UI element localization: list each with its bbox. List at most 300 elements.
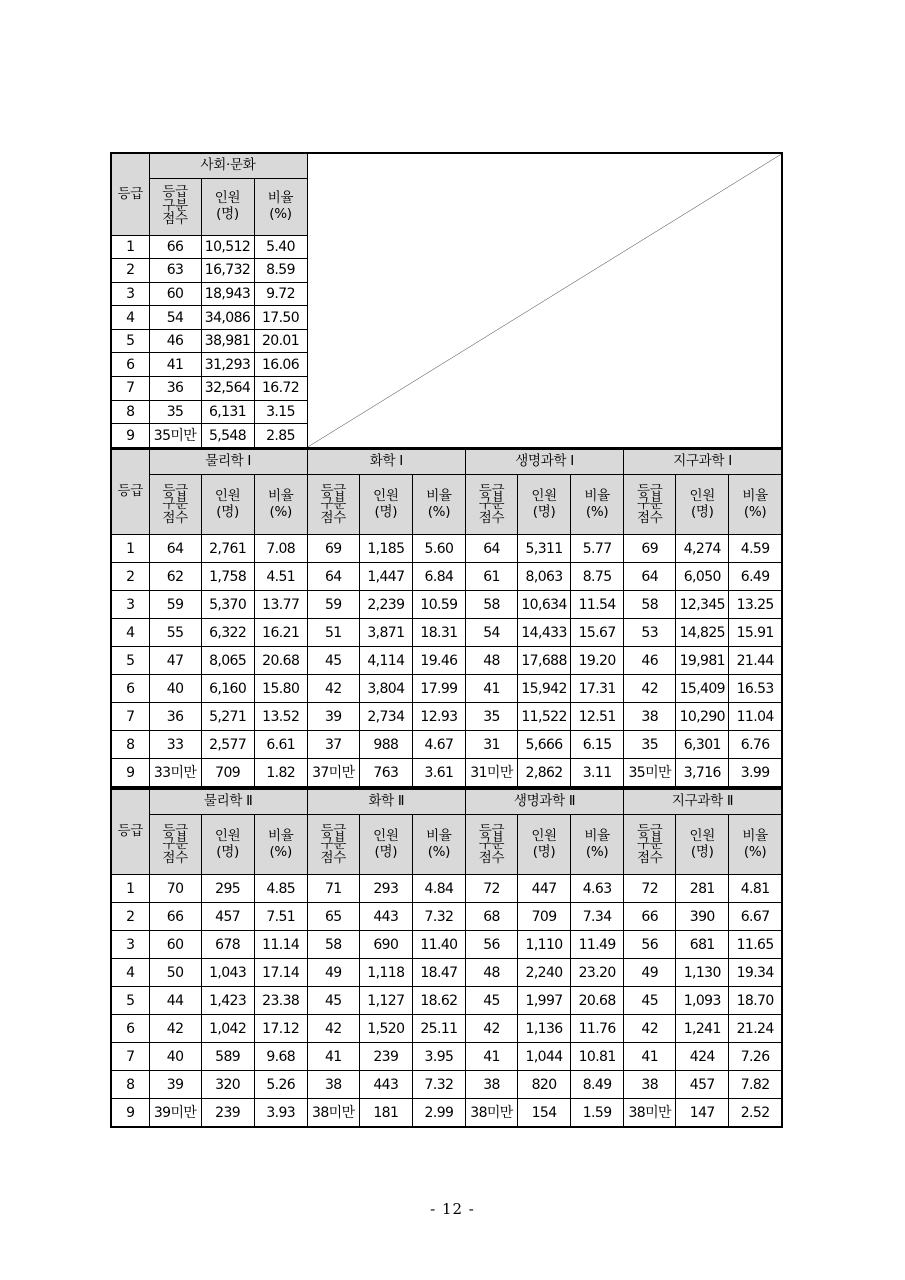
- count-cell: 17,688: [518, 647, 571, 675]
- count-cell: 763: [359, 759, 412, 787]
- count-header: 인원 (명): [359, 475, 412, 535]
- cut-score-cell: 39미만: [149, 1099, 201, 1127]
- ratio-cell: 3.93: [254, 1099, 307, 1127]
- count-cell: 16,732: [201, 259, 254, 283]
- science-1-table: [110, 448, 783, 788]
- count-cell: 1,044: [518, 1043, 571, 1071]
- cut-score-cell: 68: [465, 903, 517, 931]
- cut-score-cell: 40: [149, 1043, 201, 1071]
- ratio-cell: 6.84: [412, 563, 465, 591]
- count-cell: 2,240: [518, 959, 571, 987]
- count-cell: 6,160: [201, 675, 254, 703]
- count-cell: 6,050: [676, 563, 729, 591]
- grade-cell: 6: [111, 675, 149, 703]
- count-cell: 10,512: [201, 235, 254, 259]
- ratio-cell: 2.99: [412, 1099, 465, 1127]
- grade-cell: 2: [111, 903, 149, 931]
- ratio-cell: 15.91: [729, 619, 782, 647]
- count-cell: 295: [201, 875, 254, 903]
- ratio-cell: 15.80: [254, 675, 307, 703]
- cut-score-cell: 31: [465, 731, 517, 759]
- ratio-cell: 12.93: [412, 703, 465, 731]
- cut-score-cell: 41: [465, 675, 517, 703]
- ratio-header: 비율 (%): [571, 475, 624, 535]
- cut-score-cell: 55: [149, 619, 201, 647]
- ratio-cell: 15.67: [571, 619, 624, 647]
- count-cell: 8,063: [518, 563, 571, 591]
- ratio-cell: 17.50: [254, 306, 307, 330]
- cut-score-cell: 38미만: [465, 1099, 517, 1127]
- cut-score-cell: 64: [149, 535, 201, 563]
- cut-score-cell: 54: [465, 619, 517, 647]
- ratio-cell: 4.67: [412, 731, 465, 759]
- ratio-cell: 7.51: [254, 903, 307, 931]
- cut-score-cell: 53: [624, 619, 676, 647]
- count-cell: 2,761: [201, 535, 254, 563]
- grade-cell: 7: [111, 377, 149, 401]
- ratio-cell: 11.65: [729, 931, 782, 959]
- ratio-cell: 12.51: [571, 703, 624, 731]
- cut-score-cell: 58: [465, 591, 517, 619]
- cut-score-header: 등급 구분 점수: [465, 815, 517, 875]
- cut-score-cell: 60: [149, 931, 201, 959]
- count-cell: 3,716: [676, 759, 729, 787]
- grade-cell: 2: [111, 259, 149, 283]
- cut-score-cell: 63: [149, 259, 201, 283]
- cut-score-header: 등급 구분 점수: [307, 815, 359, 875]
- cut-score-cell: 45: [624, 987, 676, 1015]
- cut-score-cell: 37미만: [307, 759, 359, 787]
- count-cell: 18,943: [201, 282, 254, 306]
- count-cell: 457: [676, 1071, 729, 1099]
- count-cell: 4,274: [676, 535, 729, 563]
- science-2-table: [110, 788, 783, 1128]
- ratio-cell: 19.20: [571, 647, 624, 675]
- ratio-cell: 23.38: [254, 987, 307, 1015]
- ratio-cell: 19.46: [412, 647, 465, 675]
- ratio-cell: 7.26: [729, 1043, 782, 1071]
- subject-header: 생명과학 Ⅰ: [465, 449, 623, 475]
- ratio-cell: 6.15: [571, 731, 624, 759]
- count-cell: 424: [676, 1043, 729, 1071]
- ratio-cell: 6.61: [254, 731, 307, 759]
- cut-score-cell: 39: [307, 703, 359, 731]
- grade-cell: 3: [111, 931, 149, 959]
- table-row: [111, 903, 782, 931]
- cut-score-cell: 66: [624, 903, 676, 931]
- count-cell: 38,981: [201, 329, 254, 353]
- count-cell: 390: [676, 903, 729, 931]
- count-cell: 239: [359, 1043, 412, 1071]
- cut-score-cell: 69: [624, 535, 676, 563]
- ratio-cell: 18.31: [412, 619, 465, 647]
- cut-score-cell: 59: [307, 591, 359, 619]
- ratio-cell: 9.72: [254, 282, 307, 306]
- empty-diagonal-cell: [307, 153, 782, 447]
- ratio-cell: 18.70: [729, 987, 782, 1015]
- ratio-cell: 1.82: [254, 759, 307, 787]
- table-row: [111, 731, 782, 759]
- ratio-cell: 21.24: [729, 1015, 782, 1043]
- grade-cell: 3: [111, 282, 149, 306]
- ratio-cell: 10.81: [571, 1043, 624, 1071]
- count-cell: 988: [359, 731, 412, 759]
- cut-score-cell: 65: [307, 903, 359, 931]
- grade-cell: 4: [111, 306, 149, 330]
- social-culture-table: [110, 152, 783, 448]
- table-row: [111, 1099, 782, 1127]
- count-cell: 1,093: [676, 987, 729, 1015]
- cut-score-cell: 61: [465, 563, 517, 591]
- count-cell: 1,127: [359, 987, 412, 1015]
- subject-header: 물리학 Ⅰ: [149, 449, 307, 475]
- count-cell: 1,110: [518, 931, 571, 959]
- count-cell: 14,433: [518, 619, 571, 647]
- ratio-cell: 23.20: [571, 959, 624, 987]
- table-row: [111, 987, 782, 1015]
- count-cell: 1,241: [676, 1015, 729, 1043]
- grade-cell: 6: [111, 353, 149, 377]
- count-cell: 709: [518, 903, 571, 931]
- count-cell: 15,409: [676, 675, 729, 703]
- count-cell: 5,666: [518, 731, 571, 759]
- count-cell: 1,423: [201, 987, 254, 1015]
- ratio-cell: 5.26: [254, 1071, 307, 1099]
- ratio-cell: 2.85: [254, 424, 307, 448]
- cut-score-cell: 40: [149, 675, 201, 703]
- count-cell: 3,804: [359, 675, 412, 703]
- count-cell: 681: [676, 931, 729, 959]
- count-cell: 1,042: [201, 1015, 254, 1043]
- count-cell: 320: [201, 1071, 254, 1099]
- ratio-cell: 18.62: [412, 987, 465, 1015]
- grade-cell: 8: [111, 731, 149, 759]
- cut-score-cell: 35: [465, 703, 517, 731]
- subject-header: 생명과학 Ⅱ: [465, 789, 623, 815]
- count-cell: 443: [359, 903, 412, 931]
- grade-cell: 5: [111, 987, 149, 1015]
- count-cell: 3,871: [359, 619, 412, 647]
- count-cell: 678: [201, 931, 254, 959]
- cut-score-cell: 35: [149, 400, 201, 424]
- cut-score-cell: 38: [624, 703, 676, 731]
- grade-cut-tables: [110, 152, 783, 1128]
- grade-cell: 8: [111, 400, 149, 424]
- ratio-cell: 7.08: [254, 535, 307, 563]
- grade-cell: 1: [111, 235, 149, 259]
- grade-cell: 7: [111, 703, 149, 731]
- count-cell: 239: [201, 1099, 254, 1127]
- grade-cell: 1: [111, 875, 149, 903]
- count-cell: 1,043: [201, 959, 254, 987]
- table-row: [111, 647, 782, 675]
- cut-score-cell: 35미만: [149, 424, 201, 448]
- cut-score-cell: 42: [307, 675, 359, 703]
- count-cell: 2,734: [359, 703, 412, 731]
- count-cell: 12,345: [676, 591, 729, 619]
- count-cell: 1,130: [676, 959, 729, 987]
- count-cell: 154: [518, 1099, 571, 1127]
- ratio-header: 비율 (%): [729, 475, 782, 535]
- ratio-cell: 2.52: [729, 1099, 782, 1127]
- ratio-cell: 8.49: [571, 1071, 624, 1099]
- grade-cell: 9: [111, 1099, 149, 1127]
- subject-header: 지구과학 Ⅰ: [624, 449, 782, 475]
- count-cell: 1,447: [359, 563, 412, 591]
- grade-cell: 5: [111, 647, 149, 675]
- cut-score-cell: 41: [465, 1043, 517, 1071]
- ratio-cell: 5.60: [412, 535, 465, 563]
- cut-score-cell: 54: [149, 306, 201, 330]
- subject-header: 화학 Ⅰ: [307, 449, 465, 475]
- ratio-cell: 21.44: [729, 647, 782, 675]
- cut-score-cell: 36: [149, 377, 201, 401]
- ratio-cell: 4.63: [571, 875, 624, 903]
- cut-score-cell: 70: [149, 875, 201, 903]
- cut-score-cell: 42: [465, 1015, 517, 1043]
- cut-score-cell: 48: [465, 959, 517, 987]
- cut-score-cell: 58: [624, 591, 676, 619]
- ratio-cell: 17.14: [254, 959, 307, 987]
- ratio-cell: 20.68: [254, 647, 307, 675]
- ratio-cell: 17.99: [412, 675, 465, 703]
- cut-score-cell: 38: [307, 1071, 359, 1099]
- cut-score-cell: 50: [149, 959, 201, 987]
- count-header: 인원 (명): [201, 815, 254, 875]
- ratio-cell: 16.06: [254, 353, 307, 377]
- cut-score-cell: 33미만: [149, 759, 201, 787]
- cut-score-cell: 42: [624, 1015, 676, 1043]
- count-cell: 15,942: [518, 675, 571, 703]
- count-cell: 2,862: [518, 759, 571, 787]
- count-cell: 443: [359, 1071, 412, 1099]
- cut-score-cell: 36: [149, 703, 201, 731]
- count-header: 인원 (명): [201, 475, 254, 535]
- count-header: 인원 (명): [676, 475, 729, 535]
- count-cell: 32,564: [201, 377, 254, 401]
- ratio-cell: 4.81: [729, 875, 782, 903]
- ratio-cell: 13.25: [729, 591, 782, 619]
- count-cell: 293: [359, 875, 412, 903]
- cut-score-cell: 58: [307, 931, 359, 959]
- count-header: 인원 (명): [676, 815, 729, 875]
- cut-score-header: 등급 구분 점수: [149, 475, 201, 535]
- ratio-cell: 11.04: [729, 703, 782, 731]
- grade-cell: 9: [111, 424, 149, 448]
- cut-score-cell: 38: [465, 1071, 517, 1099]
- cut-score-cell: 37: [307, 731, 359, 759]
- count-cell: 14,825: [676, 619, 729, 647]
- table-row: [111, 619, 782, 647]
- ratio-cell: 18.47: [412, 959, 465, 987]
- ratio-cell: 13.77: [254, 591, 307, 619]
- count-cell: 5,271: [201, 703, 254, 731]
- ratio-cell: 3.99: [729, 759, 782, 787]
- count-cell: 457: [201, 903, 254, 931]
- cut-score-cell: 69: [307, 535, 359, 563]
- cut-score-cell: 64: [307, 563, 359, 591]
- ratio-cell: 4.59: [729, 535, 782, 563]
- count-cell: 11,522: [518, 703, 571, 731]
- grade-cell: 8: [111, 1071, 149, 1099]
- table-row: [111, 959, 782, 987]
- count-cell: 281: [676, 875, 729, 903]
- cut-score-cell: 45: [307, 647, 359, 675]
- count-cell: 447: [518, 875, 571, 903]
- ratio-header: 비율 (%): [254, 178, 307, 235]
- ratio-cell: 13.52: [254, 703, 307, 731]
- cut-score-cell: 41: [307, 1043, 359, 1071]
- count-cell: 19,981: [676, 647, 729, 675]
- cut-score-cell: 39: [149, 1071, 201, 1099]
- cut-score-header: 등급 구분 점수: [465, 475, 517, 535]
- cut-score-cell: 49: [624, 959, 676, 987]
- ratio-cell: 16.21: [254, 619, 307, 647]
- count-cell: 5,370: [201, 591, 254, 619]
- ratio-cell: 3.15: [254, 400, 307, 424]
- ratio-header: 비율 (%): [254, 475, 307, 535]
- ratio-cell: 11.14: [254, 931, 307, 959]
- ratio-cell: 8.75: [571, 563, 624, 591]
- subject-header: 물리학 Ⅱ: [149, 789, 307, 815]
- cut-score-cell: 41: [624, 1043, 676, 1071]
- ratio-cell: 7.82: [729, 1071, 782, 1099]
- count-cell: 4,114: [359, 647, 412, 675]
- ratio-cell: 17.31: [571, 675, 624, 703]
- count-cell: 709: [201, 759, 254, 787]
- cut-score-cell: 38: [624, 1071, 676, 1099]
- ratio-header: 비율 (%): [571, 815, 624, 875]
- table-row: [111, 1071, 782, 1099]
- grade-cell: 4: [111, 619, 149, 647]
- count-cell: 1,758: [201, 563, 254, 591]
- cut-score-cell: 46: [149, 329, 201, 353]
- ratio-cell: 4.84: [412, 875, 465, 903]
- ratio-cell: 1.59: [571, 1099, 624, 1127]
- ratio-cell: 8.59: [254, 259, 307, 283]
- cut-score-cell: 66: [149, 903, 201, 931]
- cut-score-cell: 35: [624, 731, 676, 759]
- count-cell: 2,577: [201, 731, 254, 759]
- ratio-cell: 7.34: [571, 903, 624, 931]
- cut-score-header: 등급 구분 점수: [307, 475, 359, 535]
- ratio-cell: 7.32: [412, 903, 465, 931]
- ratio-cell: 25.11: [412, 1015, 465, 1043]
- count-cell: 147: [676, 1099, 729, 1127]
- grade-cell: 3: [111, 591, 149, 619]
- count-cell: 1,520: [359, 1015, 412, 1043]
- grade-cell: 9: [111, 759, 149, 787]
- grade-header: 등급: [111, 449, 149, 535]
- cut-score-cell: 31미만: [465, 759, 517, 787]
- ratio-cell: 11.76: [571, 1015, 624, 1043]
- count-cell: 5,311: [518, 535, 571, 563]
- cut-score-cell: 42: [149, 1015, 201, 1043]
- ratio-cell: 7.32: [412, 1071, 465, 1099]
- count-cell: 1,136: [518, 1015, 571, 1043]
- cut-score-cell: 64: [624, 563, 676, 591]
- cut-score-header: 등급 구분 점수: [149, 178, 201, 235]
- ratio-cell: 19.34: [729, 959, 782, 987]
- count-cell: 6,301: [676, 731, 729, 759]
- table-row: [111, 875, 782, 903]
- table-row: [111, 535, 782, 563]
- cut-score-cell: 42: [624, 675, 676, 703]
- cut-score-cell: 64: [465, 535, 517, 563]
- subject-header: 화학 Ⅱ: [307, 789, 465, 815]
- ratio-cell: 16.53: [729, 675, 782, 703]
- ratio-cell: 3.11: [571, 759, 624, 787]
- count-cell: 1,118: [359, 959, 412, 987]
- ratio-header: 비율 (%): [254, 815, 307, 875]
- count-cell: 10,290: [676, 703, 729, 731]
- count-cell: 31,293: [201, 353, 254, 377]
- table-row: [111, 703, 782, 731]
- count-cell: 10,634: [518, 591, 571, 619]
- cut-score-cell: 71: [307, 875, 359, 903]
- cut-score-cell: 45: [307, 987, 359, 1015]
- cut-score-cell: 51: [307, 619, 359, 647]
- ratio-cell: 17.12: [254, 1015, 307, 1043]
- ratio-cell: 11.40: [412, 931, 465, 959]
- ratio-cell: 5.40: [254, 235, 307, 259]
- cut-score-cell: 42: [307, 1015, 359, 1043]
- page-number: - 12 -: [430, 1200, 475, 1218]
- table-row: [111, 563, 782, 591]
- count-cell: 181: [359, 1099, 412, 1127]
- ratio-cell: 5.77: [571, 535, 624, 563]
- cut-score-cell: 56: [624, 931, 676, 959]
- grade-cell: 5: [111, 329, 149, 353]
- cut-score-header: 등급 구분 점수: [624, 815, 676, 875]
- ratio-cell: 11.54: [571, 591, 624, 619]
- cut-score-cell: 33: [149, 731, 201, 759]
- cut-score-header: 등급 구분 점수: [624, 475, 676, 535]
- count-header: 인원 (명): [201, 178, 254, 235]
- ratio-cell: 9.68: [254, 1043, 307, 1071]
- count-cell: 5,548: [201, 424, 254, 448]
- cut-score-cell: 45: [465, 987, 517, 1015]
- ratio-cell: 10.59: [412, 591, 465, 619]
- ratio-cell: 3.95: [412, 1043, 465, 1071]
- cut-score-cell: 41: [149, 353, 201, 377]
- table-row: [111, 759, 782, 787]
- subject-header: 지구과학 Ⅱ: [624, 789, 782, 815]
- cut-score-cell: 47: [149, 647, 201, 675]
- cut-score-cell: 62: [149, 563, 201, 591]
- cut-score-cell: 72: [465, 875, 517, 903]
- count-cell: 8,065: [201, 647, 254, 675]
- count-header: 인원 (명): [359, 815, 412, 875]
- grade-header: 등급: [111, 789, 149, 875]
- count-header: 인원 (명): [518, 815, 571, 875]
- cut-score-cell: 48: [465, 647, 517, 675]
- cut-score-cell: 35미만: [624, 759, 676, 787]
- grade-cell: 7: [111, 1043, 149, 1071]
- count-cell: 589: [201, 1043, 254, 1071]
- count-cell: 6,322: [201, 619, 254, 647]
- ratio-header: 비율 (%): [412, 815, 465, 875]
- cut-score-header: 등급 구분 점수: [149, 815, 201, 875]
- ratio-cell: 11.49: [571, 931, 624, 959]
- cut-score-cell: 60: [149, 282, 201, 306]
- table-row: [111, 931, 782, 959]
- cut-score-cell: 46: [624, 647, 676, 675]
- cut-score-cell: 44: [149, 987, 201, 1015]
- ratio-cell: 3.61: [412, 759, 465, 787]
- grade-cell: 2: [111, 563, 149, 591]
- count-cell: 1,997: [518, 987, 571, 1015]
